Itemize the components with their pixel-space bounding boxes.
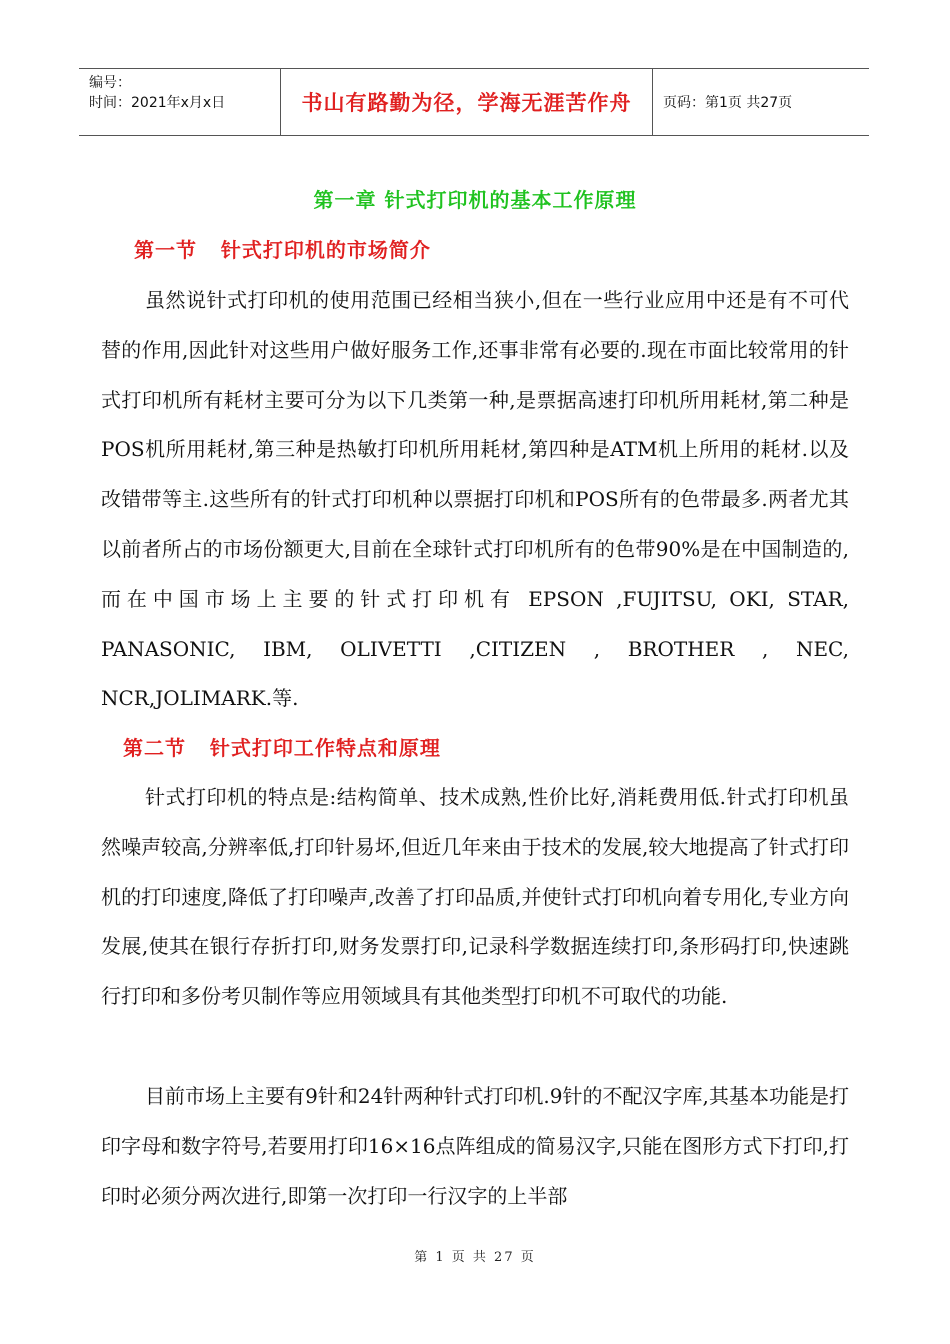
document-date-label: 时间：2021年x月x日	[89, 95, 226, 111]
section-1-paragraph: 虽然说针式打印机的使用范围已经相当狭小,但在一些行业应用中还是有不可代替的作用,因此针对这些用户做好服务工作,还事非常有必要的.现在市面比较常用的针式打印机所有耗材主要可分为以下几类第一种,是票据高速打印机所用耗材,第二种是POS机所用耗材,第三种是热敏打印机所用耗材,第四种是ATM机上所用的耗材.以及改错带等主.这些所有的针式打印机种以票据打印机和POS所有的色带最多.两者尤其以前者所占的市场份额更大,目前在全球针式打印机所有的色带90%是在中国制造的,而在中国市场上主要的针式打印机有 EPSON ,FUJITSU, OKI, STAR, PANASONIC, IBM, OLIVETTI ,CITIZEN , BROTHER , NEC, NCR,JOLIMARK.等.	[101, 288, 849, 711]
section-2-paragraph-1: 针式打印机的特点是:结构简单、技术成熟,性价比好,消耗费用低.针式打印机虽然噪声较高,分辨率低,打印针易坏,但近几年来由于技术的发展,较大地提高了针式打印机的打印速度,降低了打印噪声,改善了打印品质,并使针式打印机向着专用化,专业方向发展,使其在银行存折打印,财务发票打印,记录科学数据连续打印,条形码打印,快速跳行打印和多份考贝制作等应用领域具有其他类型打印机不可取代的功能.	[101, 785, 849, 1009]
section-title-2: 第二节 针式打印工作特点和原理	[123, 736, 441, 760]
page-header	[79, 68, 869, 136]
header-motto: 书山有路勤为径，学海无涯苦作舟	[281, 69, 653, 135]
header-meta	[79, 69, 281, 135]
chapter-title: 第一章 针式打印机的基本工作原理	[313, 188, 637, 212]
document-number-label: 编号：	[89, 75, 131, 91]
header-page-info: 页码：第1页 共27页	[663, 95, 793, 111]
section-title-1: 第一节 针式打印机的市场简介	[134, 238, 431, 262]
page-footer: 第 1 页 共 27 页	[414, 1250, 536, 1265]
section-2-paragraph-2: 目前市场上主要有9针和24针两种针式打印机.9针的不配汉字库,其基本功能是打印字母和数字符号,若要用打印16×16点阵组成的简易汉字,只能在图形方式下打印,打印时必须分两次进行,即第一次打印一行汉字的上半部	[101, 1084, 849, 1208]
